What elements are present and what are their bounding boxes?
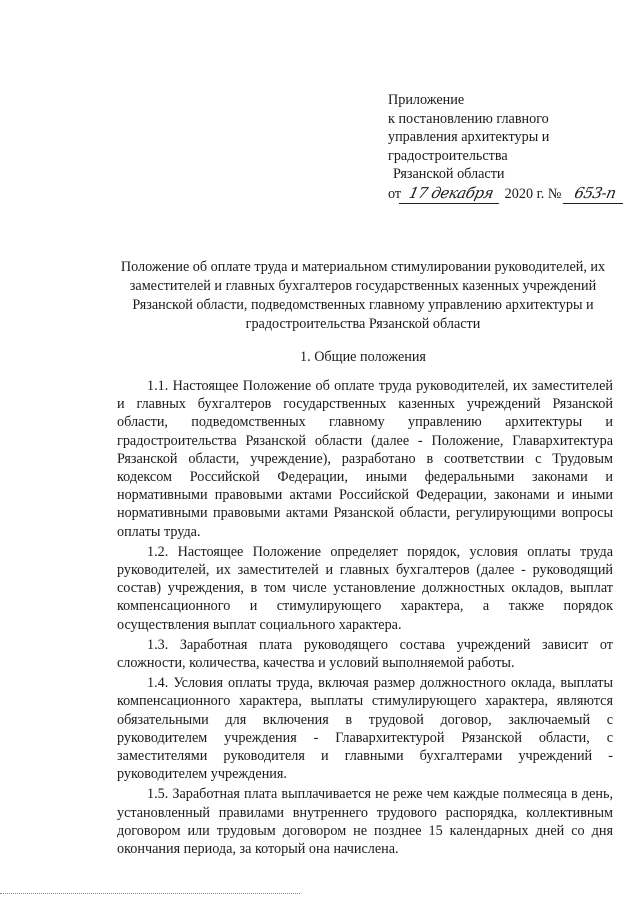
appendix-line-5: Рязанской области — [393, 166, 505, 182]
paragraph-1-2: 1.2. Настоящее Положение определяет порядок, условия оплаты труда руководителей, их заместителей и главных бухгалтеров (далее - руководящий состав) учреждения, в том числе установление должностных окладов, выплат компенсационного и стимулирующего характера, а также порядок осуществления выплат социального характера. — [117, 543, 613, 633]
appendix-line-1: Приложение — [388, 92, 465, 108]
paragraph-1-3: 1.3. Заработная плата руководящего состава учреждений зависит от сложности, количества, качества и условий выполняемой работы. — [117, 636, 613, 672]
date-year: 2020 г. № — [504, 185, 562, 202]
document-body — [117, 377, 613, 858]
handwritten-date: 17 декабря — [399, 184, 503, 204]
paragraph-1-4: 1.4. Условия оплаты труда, включая размер должностного оклада, выплаты компенсационного характера, выплаты стимулирующего характера, являются обязательными для включения в трудовой договор, заключаемый с руководителем учреждения - Главархитектурой Рязанской области, с заместителями руководителя и главными бухгалтерами учреждений - руководителем учреждения. — [117, 675, 613, 783]
paragraph-1-1: 1.1. Настоящее Положение об оплате труда руководителей, их заместителей и главных бухгалтеров государственных казенных учреждений Рязанской области, подведомственных главному управлению архитектуры и градостроительства Рязанской области (далее - Положение, Главархитектура Рязанской области, учреждение), разработано в соответствии с Трудовым кодексом Российской Федерации, иными федеральными законами и нормативными правовыми актами Российской Федерации, законами и иными нормативными правовыми актами Рязанской области, регулирующими вопросы оплаты труда. — [117, 378, 613, 540]
appendix-line-2: к постановлению главного — [388, 110, 549, 127]
appendix-date-line — [388, 184, 628, 204]
footer-divider — [0, 893, 300, 894]
paragraph-1-5: 1.5. Заработная плата выплачивается не реже чем каждые полмесяца в день, установленный правилами внутреннего трудового распорядка, коллективным договором или трудовым договором не позднее 15 календарных дней со дня окончания периода, за который она начислена. — [117, 786, 613, 858]
document-title: Положение об оплате труда и материальном стимулировании руководителей, их заместителей и главных бухгалтеров государственных казенных учреждений Рязанской области, подведомственных главному управлению архитектуры и градостроительства Рязанской области — [120, 259, 606, 332]
section-heading: 1. Общие положения — [300, 349, 426, 365]
appendix-block — [388, 91, 628, 203]
appendix-line-4: градостроительства — [388, 147, 508, 164]
handwritten-number: 653-п — [563, 184, 627, 204]
appendix-line-3: управления архитектуры и — [388, 129, 550, 145]
date-prefix: от — [388, 185, 402, 202]
